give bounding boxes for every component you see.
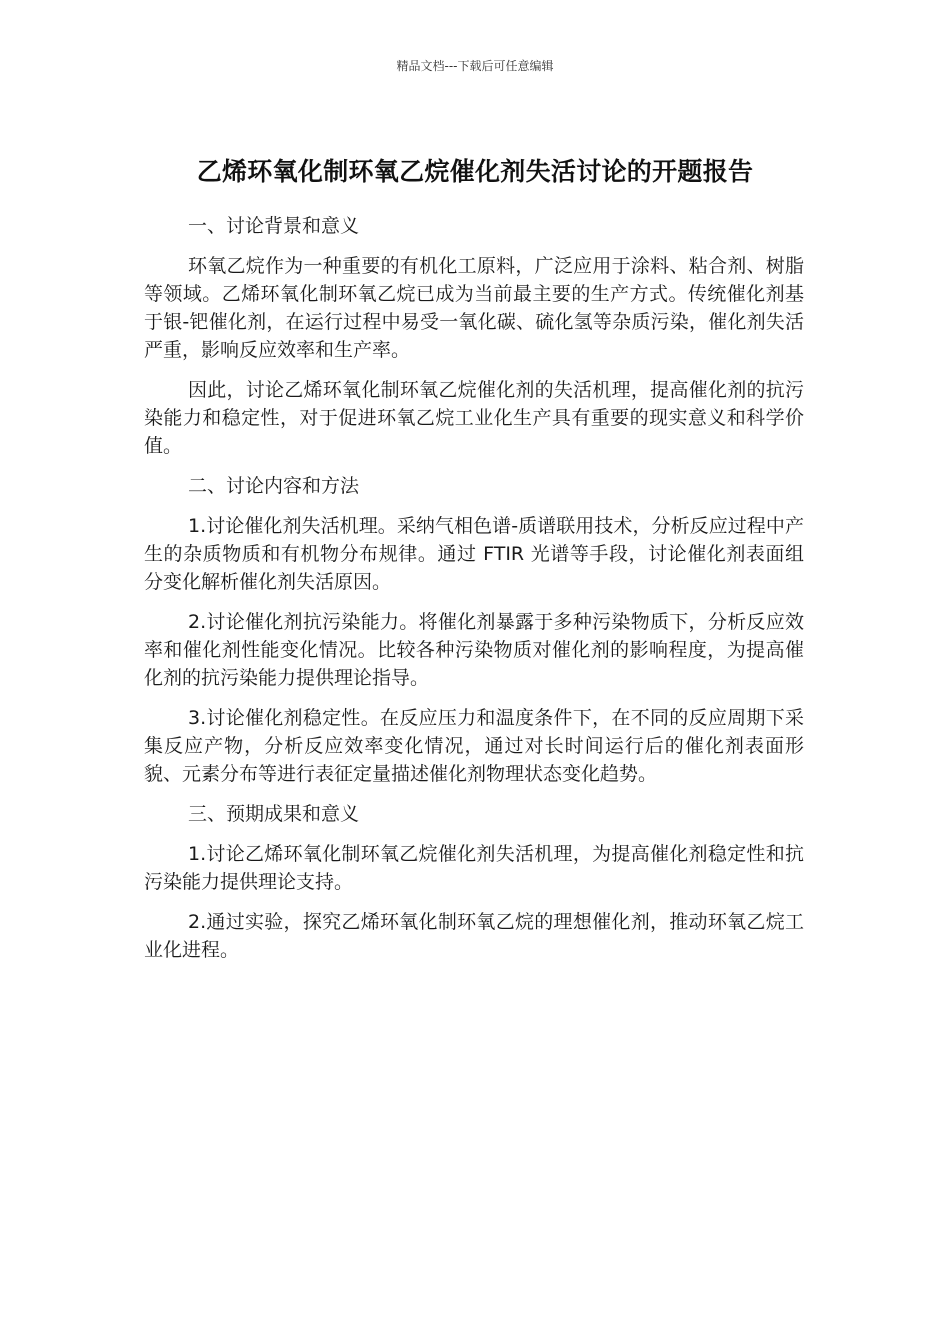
section-heading: 二、讨论内容和方法 <box>188 475 360 497</box>
section-expected-results <box>144 800 804 964</box>
paragraph: 1.讨论乙烯环氧化制环氧乙烷催化剂失活机理，为提高催化剂稳定性和抗污染能力提供理论支持。 <box>144 843 804 893</box>
paragraph: 3.讨论催化剂稳定性。在反应压力和温度条件下，在不同的反应周期下采集反应产物，分析反应效率变化情况，通过对长时间运行后的催化剂表面形貌、元素分布等进行表征定量描述催化剂物理状态变化趋势。 <box>144 707 804 785</box>
document-body <box>144 212 804 976</box>
paragraph: 2.通过实验，探究乙烯环氧化制环氧乙烷的理想催化剂，推动环氧乙烷工业化进程。 <box>144 911 804 961</box>
paragraph: 2.讨论催化剂抗污染能力。将催化剂暴露于多种污染物质下，分析反应效率和催化剂性能变化情况。比较各种污染物质对催化剂的影响程度，为提高催化剂的抗污染能力提供理论指导。 <box>144 611 804 689</box>
paragraph: 环氧乙烷作为一种重要的有机化工原料，广泛应用于涂料、粘合剂、树脂等领域。乙烯环氧化制环氧乙烷已成为当前最主要的生产方式。传统催化剂基于银-钯催化剂，在运行过程中易受一氧化碳、硫化氢等杂质污染，催化剂失活严重，影响反应效率和生产率。 <box>144 255 804 361</box>
header-note: 精品文档---下载后可任意编辑 <box>396 59 554 73</box>
document-title: 乙烯环氧化制环氧乙烷催化剂失活讨论的开题报告 <box>196 156 754 186</box>
section-heading: 三、预期成果和意义 <box>188 803 360 825</box>
section-content-methods <box>144 472 804 788</box>
section-background <box>144 212 804 460</box>
section-heading: 一、讨论背景和意义 <box>188 215 360 237</box>
paragraph: 1.讨论催化剂失活机理。采纳气相色谱-质谱联用技术，分析反应过程中产生的杂质物质和有机物分布规律。通过 FTIR 光谱等手段，讨论催化剂表面组分变化解析催化剂失活原因。 <box>144 515 804 593</box>
paragraph: 因此，讨论乙烯环氧化制环氧乙烷催化剂的失活机理，提高催化剂的抗污染能力和稳定性，对于促进环氧乙烷工业化生产具有重要的现实意义和科学价值。 <box>144 379 804 457</box>
